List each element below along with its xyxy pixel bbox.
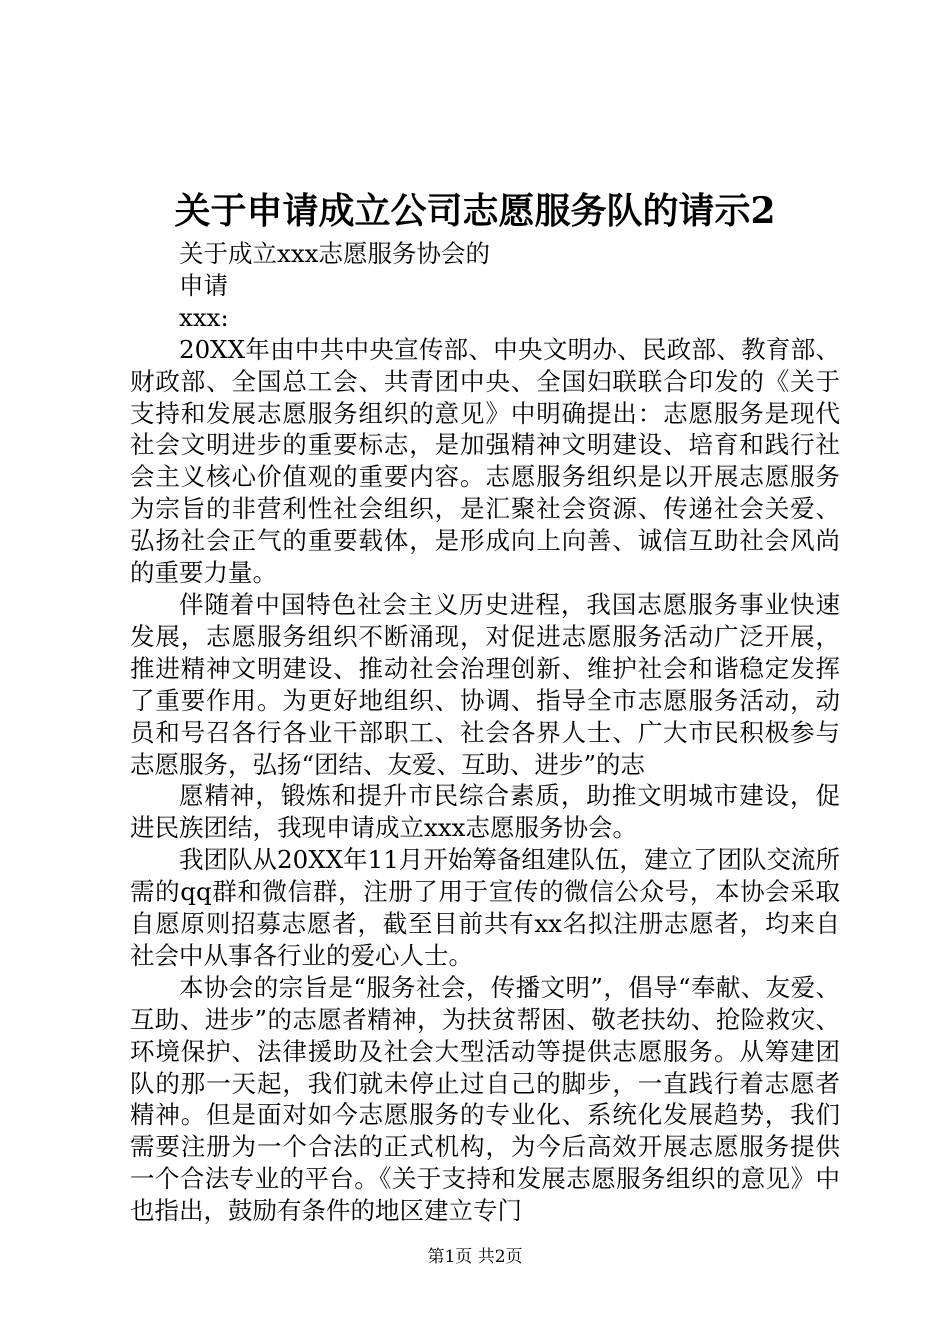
document-title: 关于申请成立公司志愿服务队的请示2: [174, 190, 776, 232]
paragraph: 伴随着中国特色社会主义历史进程，我国志愿服务事业快速发展，志愿服务组织不断涌现，对促进志愿服务活动广泛开展，推进精神文明建设、推动社会治理创新、维护社会和谐稳定发挥了重要作用。为更好地组织、协调、指导全市志愿服务活动，动员和号召各行各业干部职工、社会各界人士、广大市民积极参与志愿服务，弘扬“团结、友爱、互助、进步”的志: [130, 589, 840, 779]
paragraph: 本协会的宗旨是“服务社会，传播文明”，倡导“奉献、友爱、互助、进步”的志愿者精神，为扶贫帮困、敬老扶幼、抢险救灾、环境保护、法律援助及社会大型活动等提供志愿服务。从筹建团队的那一天起，我们就未停止过自己的脚步，一直践行着志愿者精神。但是面对如今志愿服务的专业化、系统化发展趋势，我们需要注册为一个合法的正式机构，为今后高效开展志愿服务提供一个合法专业的平台。《关于支持和发展志愿服务组织的意见》中也指出，鼓励有条件的地区建立专门: [130, 972, 840, 1226]
salutation: xxx:: [179, 302, 229, 332]
page-number: 第1页 共2页: [427, 1247, 523, 1267]
paragraph: 愿精神，锻炼和提升市民综合素质，助推文明城市建设，促进民族团结，我现申请成立xxx志愿服务协会。: [130, 781, 840, 843]
subtitle-line: 申请: [179, 270, 228, 300]
paragraph: 20XX年由中共中央宣传部、中央文明办、民政部、教育部、财政部、全国总工会、共青团中央、全国妇联联合印发的《关于支持和发展志愿服务组织的意见》中明确提出：志愿服务是现代社会文明进步的重要标志，是加强精神文明建设、培育和践行社会主义核心价值观的重要内容。志愿服务组织是以开展志愿服务为宗旨的非营利性社会组织，是汇聚社会资源、传递社会关爱、弘扬社会正气的重要载体，是形成向上向善、诚信互助社会风尚的重要力量。: [130, 334, 840, 588]
subtitle-line: 关于成立xxx志愿服务协会的: [179, 239, 490, 268]
document-body: [130, 238, 840, 1227]
paragraph: 我团队从20XX年11月开始筹备组建队伍，建立了团队交流所需的qq群和微信群，注册了用于宣传的微信公众号，本协会采取自愿原则招募志愿者，截至目前共有xx名拟注册志愿者，均来自社会中从事各行业的爱心人士。: [130, 845, 840, 970]
